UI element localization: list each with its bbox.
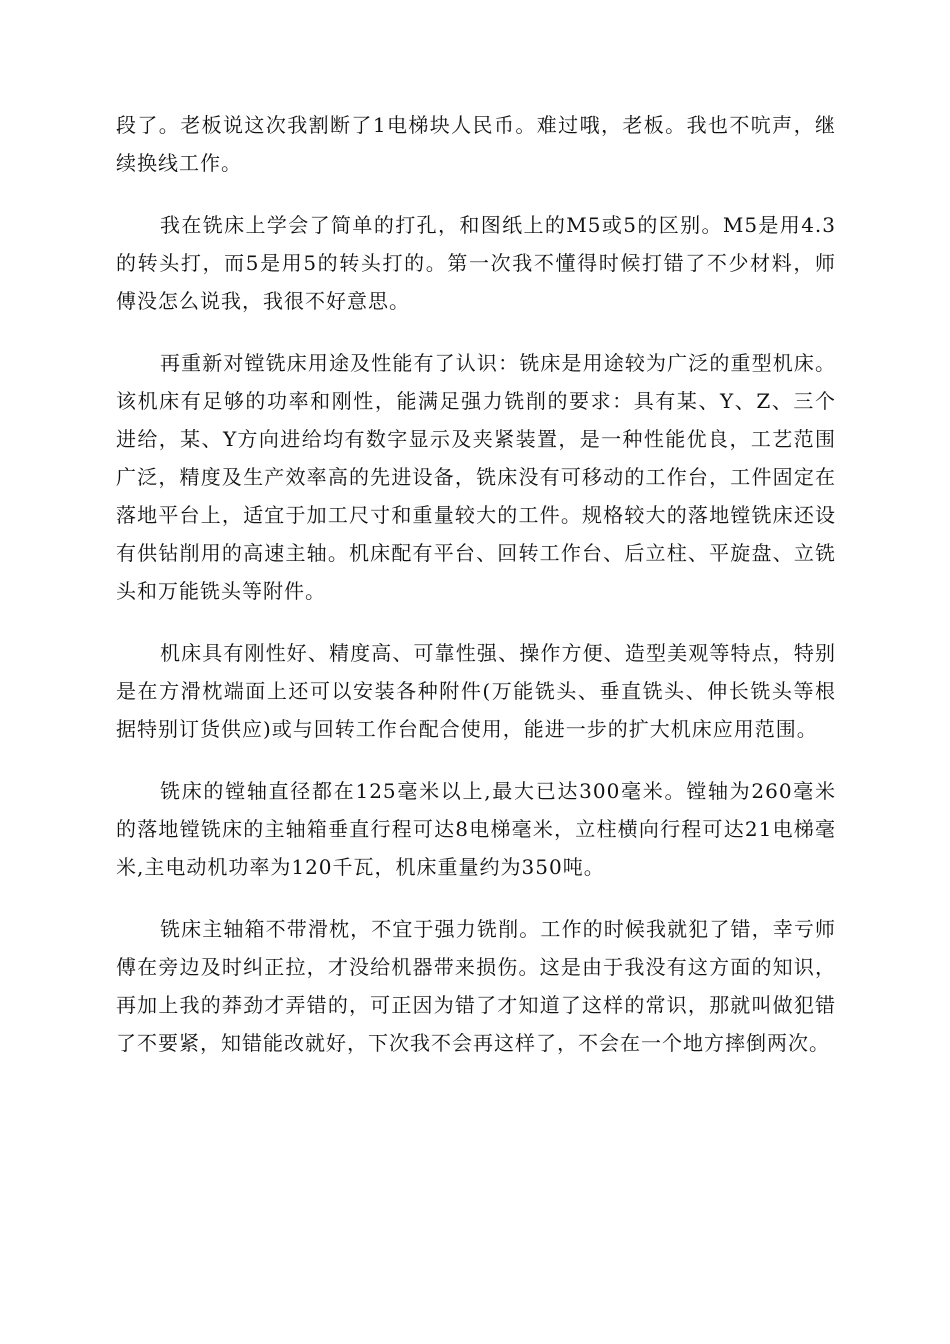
paragraph-4: 机床具有刚性好、精度高、可靠性强、操作方便、造型美观等特点，特别是在方滑枕端面上还可以安装各种附件(万能铣头、垂直铣头、伸长铣头等根据特别订货供应)或与回转工作台配合使用，能进一步的扩大机床应用范围。 (116, 641, 836, 741)
paragraph-3: 再重新对镗铣床用途及性能有了认识：铣床是用途较为广泛的重型机床。该机床有足够的功率和刚性，能满足强力铣削的要求：具有某、Y、Z、三个进给，某、Y方向进给均有数字显示及夹紧装置，是一种性能优良，工艺范围广泛，精度及生产效率高的先进设备，铣床没有可移动的工作台，工件固定在落地平台上，适宜于加工尺寸和重量较大的工件。规格较大的落地镗铣床还设有供钻削用的高速主轴。机床配有平台、回转工作台、后立柱、平旋盘、立铣头和万能铣头等附件。 (116, 351, 836, 603)
document-body (116, 106, 836, 1086)
paragraph-6: 铣床主轴箱不带滑枕，不宜于强力铣削。工作的时候我就犯了错，幸亏师傅在旁边及时纠正拉，才没给机器带来损伤。这是由于我没有这方面的知识，再加上我的莽劲才弄错的，可正因为错了才知道了这样的常识，那就叫做犯错了不要紧，知错能改就好，下次我不会再这样了，不会在一个地方摔倒两次。 (116, 917, 836, 1055)
paragraph-1: 段了。老板说这次我割断了1电梯块人民币。难过哦，老板。我也不吭声，继续换线工作。 (116, 113, 836, 175)
paragraph-5: 铣床的镗轴直径都在125毫米以上,最大已达300毫米。镗轴为260毫米的落地镗铣床的主轴箱垂直行程可达8电梯毫米，立柱横向行程可达21电梯毫米,主电动机功率为120千瓦，机床重量约为350吨。 (116, 779, 836, 879)
paragraph-2: 我在铣床上学会了简单的打孔，和图纸上的M5或5的区别。M5是用4.3的转头打，而5是用5的转头打的。第一次我不懂得时候打错了不少材料，师傅没怎么说我，我很不好意思。 (116, 213, 836, 313)
